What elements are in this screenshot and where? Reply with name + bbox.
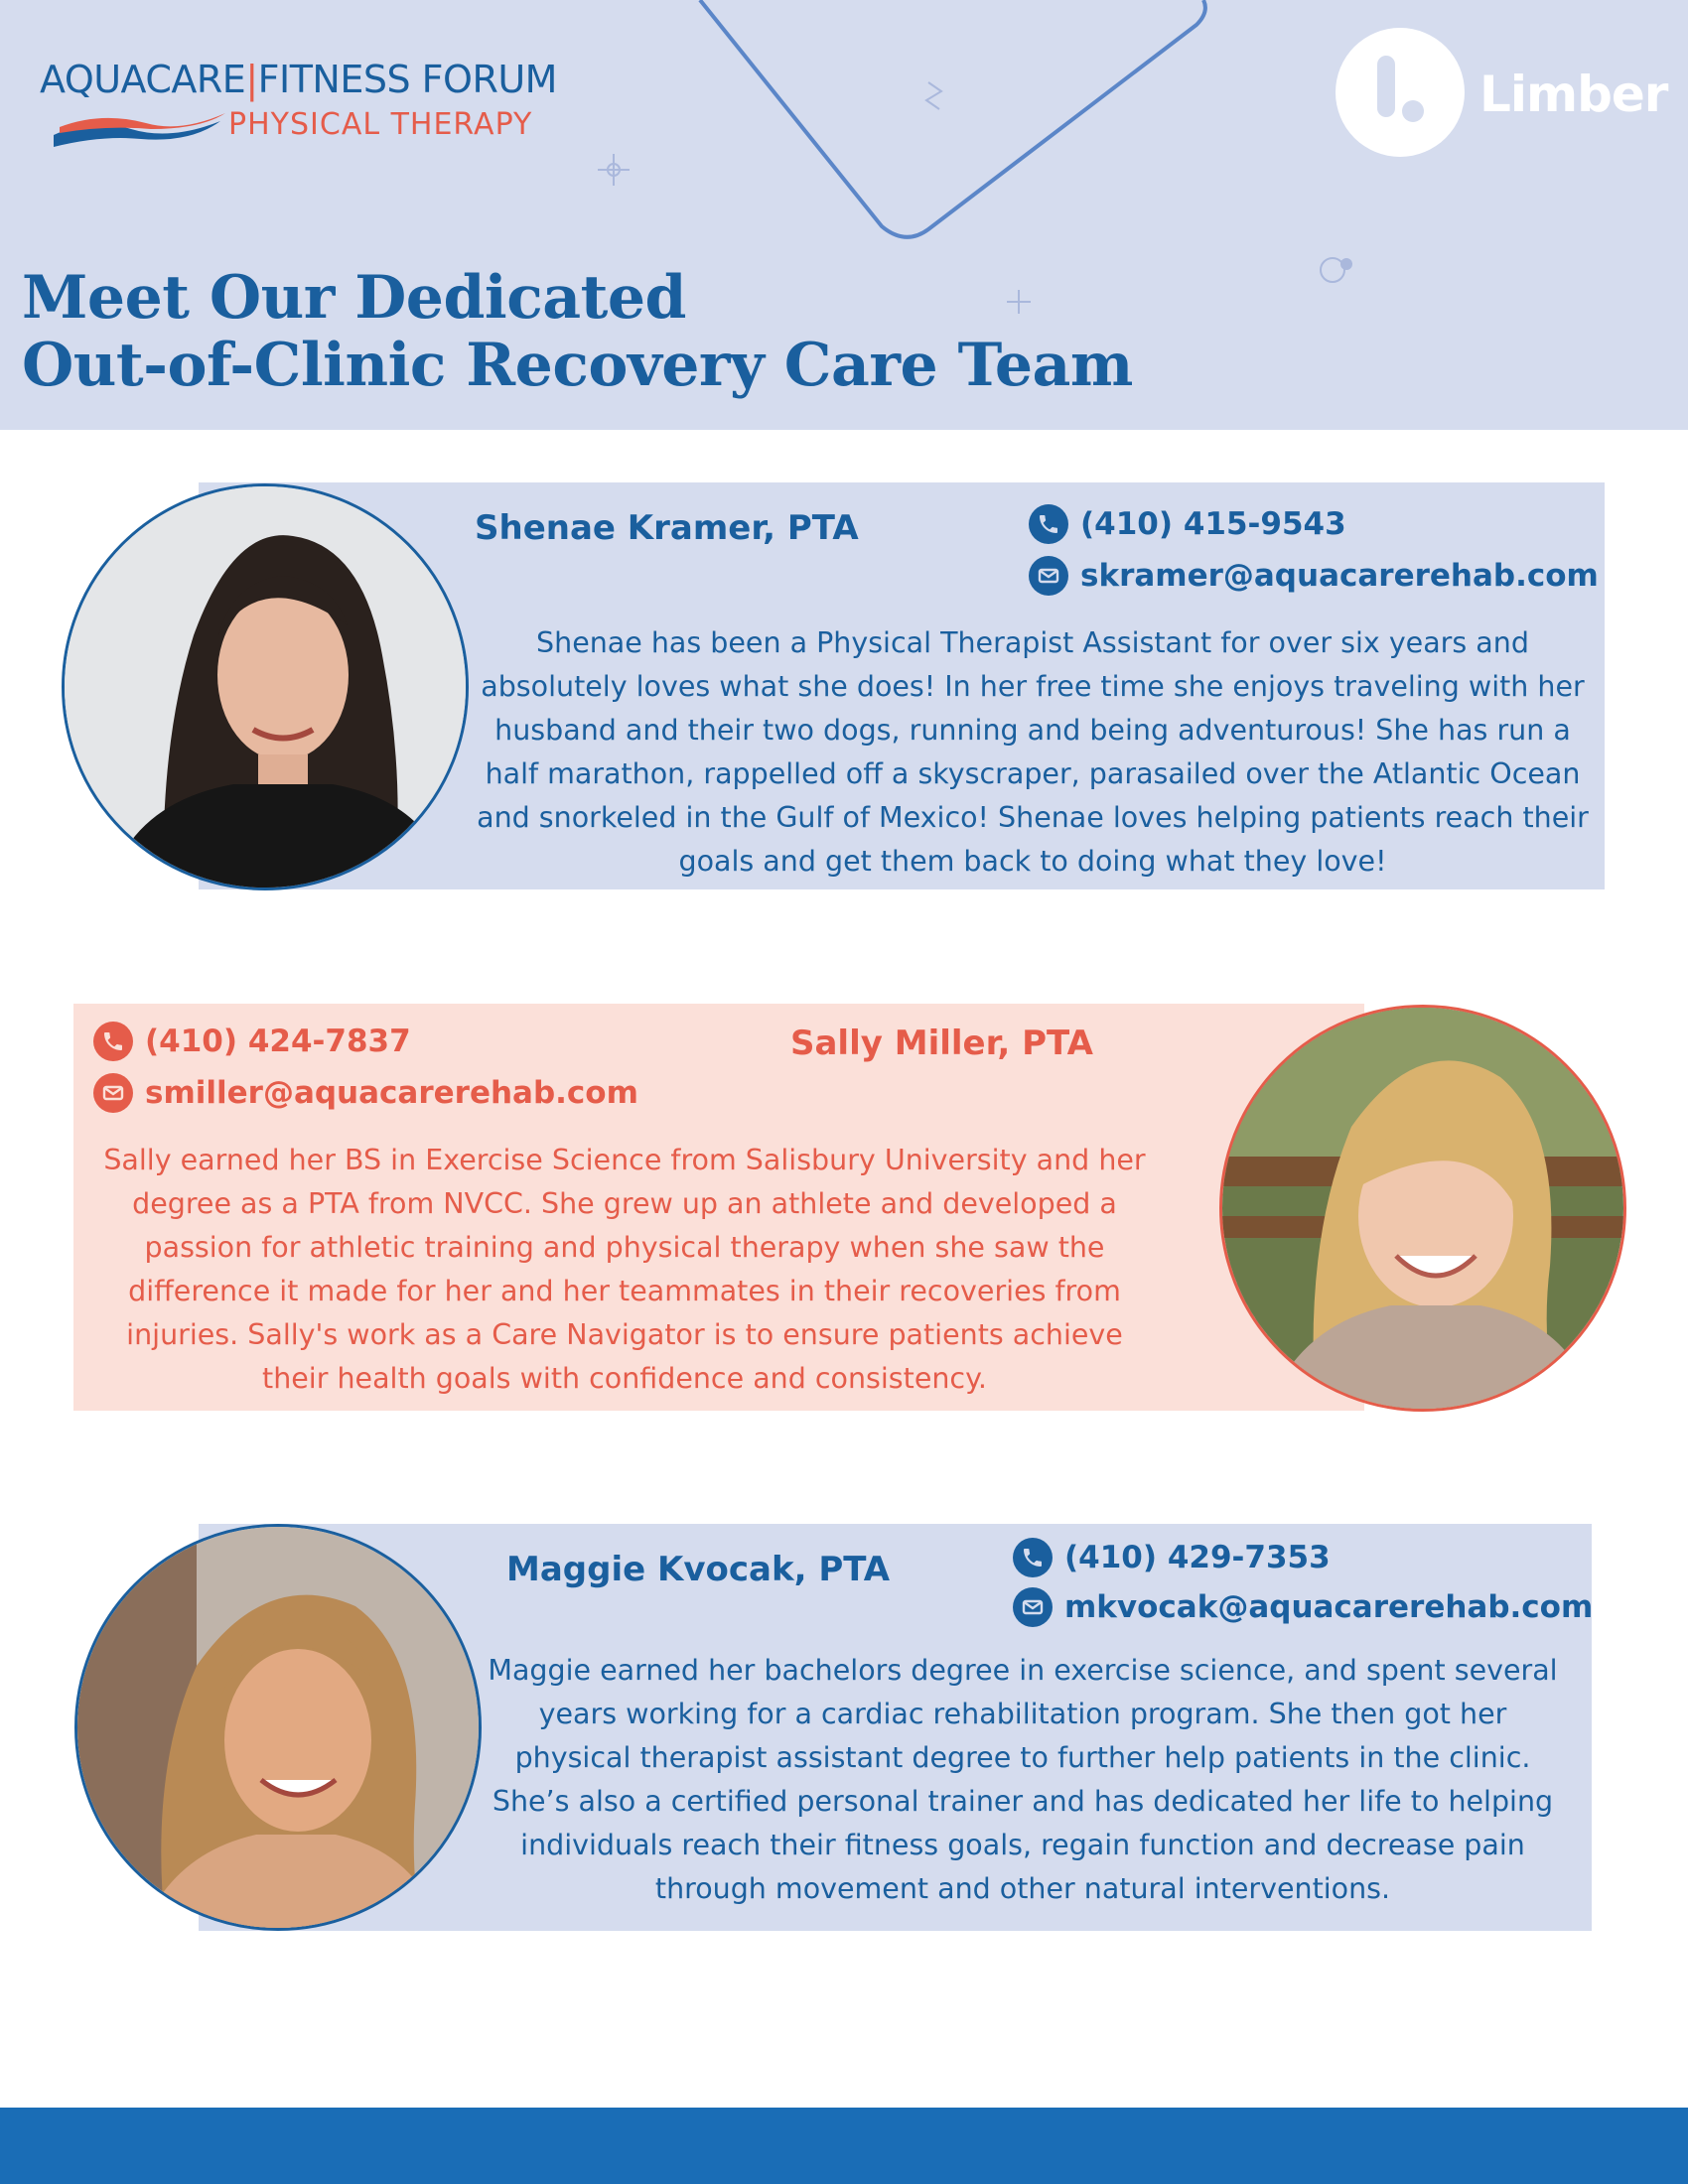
phone-contact[interactable]	[93, 1022, 411, 1061]
limber-circle-icon	[1336, 28, 1465, 157]
logo-wave-icon	[52, 107, 250, 152]
header-banner	[0, 0, 1688, 430]
email-address[interactable]: smiller@aquacarerehab.com	[145, 1075, 638, 1111]
member-name: Sally Miller, PTA	[790, 1024, 1093, 1063]
logo-word-aquacare: AQUACARE	[40, 58, 246, 101]
phone-icon	[1029, 504, 1068, 544]
email-contact[interactable]	[1029, 556, 1599, 596]
limber-logo	[1336, 28, 1668, 157]
page-title	[22, 264, 1133, 399]
phone-number[interactable]: (410) 429-7353	[1064, 1540, 1331, 1575]
aquacare-logo	[40, 58, 576, 167]
phone-contact[interactable]	[1029, 504, 1346, 544]
email-contact[interactable]	[1013, 1587, 1593, 1627]
phone-icon	[93, 1022, 133, 1061]
title-line-1: Meet Our Dedicated	[22, 263, 686, 333]
email-icon	[93, 1073, 133, 1113]
member-name: Shenae Kramer, PTA	[475, 508, 859, 548]
avatar-maggie	[74, 1524, 482, 1931]
email-icon	[1013, 1587, 1053, 1627]
footer-bar	[0, 2108, 1688, 2184]
member-name: Maggie Kvocak, PTA	[506, 1550, 891, 1589]
member-bio: Sally earned her BS in Exercise Science from Salisbury University and her degree as a PTA from NVCC. She grew up an athlete and developed a passion for athletic training and physical therapy when she saw the difference it made for her and her teammates in their recoveries from injuries. Sally's work as a Care Navigator is to ensure patients achieve their health goals with confidence and consistency.	[103, 1144, 1146, 1395]
email-address[interactable]: mkvocak@aquacarerehab.com	[1064, 1589, 1594, 1625]
title-line-2: Out-of-Clinic Recovery Care Team	[22, 331, 1133, 400]
phone-number[interactable]: (410) 424-7837	[145, 1024, 411, 1059]
limber-wordmark: Limber	[1479, 66, 1668, 123]
email-icon	[1029, 556, 1068, 596]
phone-contact[interactable]	[1013, 1538, 1331, 1577]
email-address[interactable]: skramer@aquacarerehab.com	[1080, 558, 1599, 594]
team-card-sally	[73, 1004, 1364, 1411]
phone-number[interactable]: (410) 415-9543	[1080, 506, 1346, 542]
email-contact[interactable]	[93, 1073, 638, 1113]
member-bio: Maggie earned her bachelors degree in exercise science, and spent several years working for a cardiac rehabilitation program. She then got her physical therapist assistant degree to further help patients in the clinic. She’s also a certified personal trainer and has dedicated her life to helping individuals reach their fitness goals, regain function and decrease pain through movement and other natural interventions.	[488, 1654, 1558, 1905]
member-bio: Shenae has been a Physical Therapist Assistant for over six years and absolutely loves what she does! In her free time she enjoys traveling with her husband and their two dogs, running and being adventurous! She has run a half marathon, rappelled off a skyscraper, parasailed over the Atlantic Ocean and snorkeled in the Gulf of Mexico! Shenae loves helping patients reach their goals and get them back to doing what they love!	[477, 626, 1589, 878]
logo-subtitle: PHYSICAL THERAPY	[228, 107, 533, 142]
phone-icon	[1013, 1538, 1053, 1577]
avatar-sally	[1219, 1005, 1626, 1412]
logo-divider: |	[245, 58, 258, 101]
logo-word-fitness-forum: FITNESS FORUM	[257, 58, 557, 101]
avatar-shenae	[62, 483, 469, 890]
